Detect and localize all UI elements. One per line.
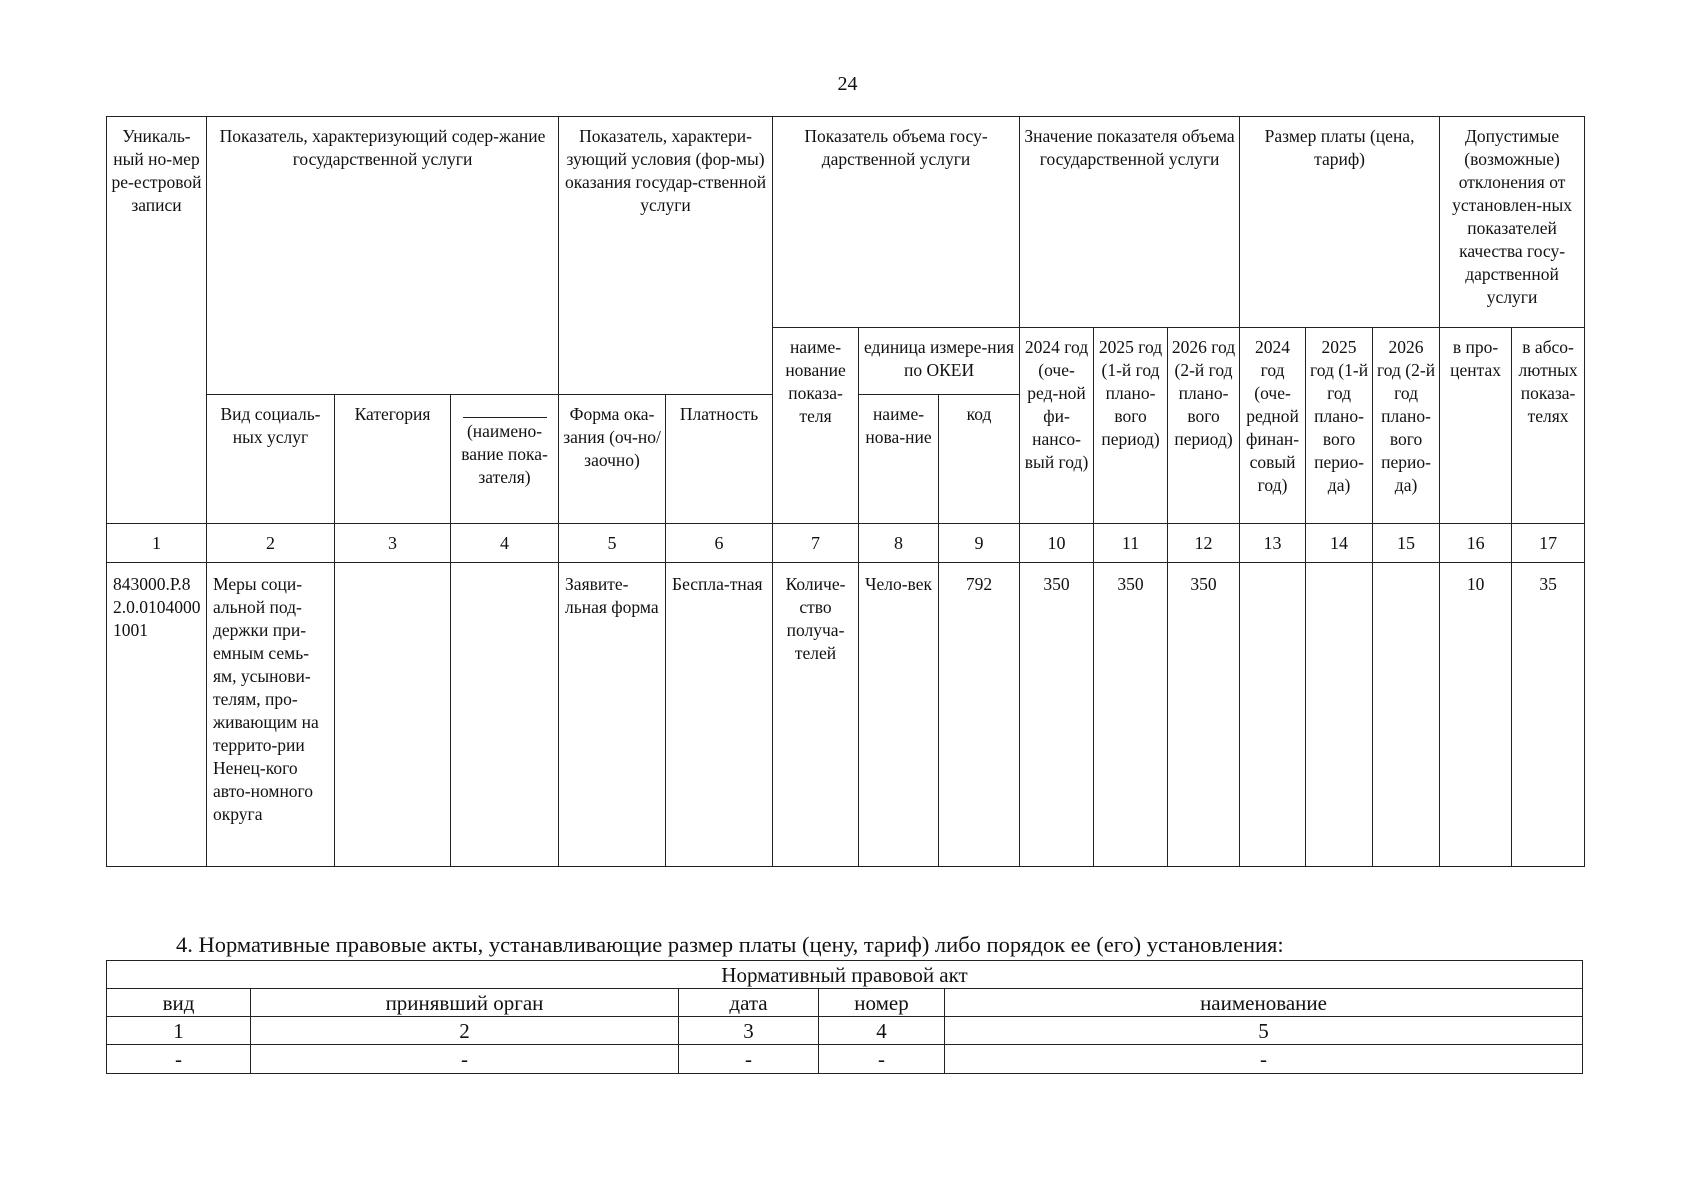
column-number: 9 — [939, 524, 1020, 563]
column-number: 8 — [859, 524, 939, 563]
fee-2026-value — [1373, 563, 1440, 867]
header-okei-code: код — [939, 395, 1020, 524]
table-row — [107, 563, 1585, 867]
header-provision-form: Форма ока-зания (оч-но/заочно) — [559, 395, 666, 524]
header-vol-2026: 2026 год (2-й год плано-вого период) — [1168, 328, 1240, 524]
header-deviations: Допустимые (возможные) отклонения от установлен-ных показателей качества госу-дарственной услуги — [1440, 117, 1585, 328]
header-content-indicator: Показатель, характеризующий содер-жание государственной услуги — [207, 117, 559, 395]
column-header-type: вид — [107, 989, 251, 1017]
registry-number: 843000.Р.82.0.01040001001 — [107, 563, 207, 867]
column-number: 16 — [1440, 524, 1512, 563]
column-number: 12 — [1168, 524, 1240, 563]
column-number: 3 — [335, 524, 451, 563]
column-header-name: наименование — [945, 989, 1583, 1017]
column-number: 17 — [1512, 524, 1585, 563]
legal-act-header: Нормативный правовой акт — [107, 961, 1583, 989]
volume-2025-value: 350 — [1094, 563, 1168, 867]
volume-2026-value: 350 — [1168, 563, 1240, 867]
header-fee-2025: 2025 год (1-й год плано-вого перио-да) — [1306, 328, 1373, 524]
column-header-authority: принявший орган — [251, 989, 679, 1017]
header-social-services-type: Вид социаль-ных услуг — [207, 395, 335, 524]
column-number: 15 — [1373, 524, 1440, 563]
blank-line — [463, 417, 547, 418]
header-indicator-placeholder: (наимено-вание пока-зателя) — [461, 421, 548, 487]
header-fee-2024: 2024 год (оче-редной финан-совый год) — [1240, 328, 1306, 524]
section-4-title: 4. Нормативные правовые акты, устанавливающие размер платы (цену, тариф) либо порядок ее (его) установления: — [176, 932, 1284, 957]
indicator-value — [451, 563, 559, 867]
table-row — [107, 1045, 1583, 1074]
column-number: 10 — [1020, 524, 1094, 563]
column-header-date: дата — [679, 989, 819, 1017]
header-category: Категория — [335, 395, 451, 524]
indicator-name-value: Количе-ство получа-телей — [773, 563, 859, 867]
column-number: 13 — [1240, 524, 1306, 563]
volume-2024-value: 350 — [1020, 563, 1094, 867]
header-payment: Платность — [666, 395, 773, 524]
header-conditions-indicator: Показатель, характери-зующий условия (фор-мы) оказания государ-ственной услуги — [559, 117, 773, 395]
column-number: 2 — [251, 1017, 679, 1045]
column-number: 11 — [1094, 524, 1168, 563]
unit-name-value: Чело-век — [859, 563, 939, 867]
column-number: 6 — [666, 524, 773, 563]
column-number: 3 — [679, 1017, 819, 1045]
service-type: Меры соци-альной под-держки при-емным семь-ям, усынови-телям, про-живающим на террито-рии Ненец-кого авто-номного округа — [207, 563, 335, 867]
column-number: 4 — [451, 524, 559, 563]
unit-code-value: 792 — [939, 563, 1020, 867]
deviation-absolute-value: 35 — [1512, 563, 1585, 867]
header-volume-value: Значение показателя объема государственной услуги — [1020, 117, 1240, 328]
column-number: 4 — [819, 1017, 945, 1045]
payment-value: Беспла-тная — [666, 563, 773, 867]
header-vol-2024: 2024 год (оче-ред-ной фи-нансо-вый год) — [1020, 328, 1094, 524]
header-vol-2025: 2025 год (1-й год плано-вого период) — [1094, 328, 1168, 524]
cell-number: - — [819, 1045, 945, 1074]
header-indicator-name: наиме-нование показа-теля — [773, 328, 859, 524]
header-in-absolute: в абсо-лютных показа-телях — [1512, 328, 1585, 524]
header-in-percent: в про-центах — [1440, 328, 1512, 524]
column-number: 14 — [1306, 524, 1373, 563]
page-number: 24 — [837, 73, 858, 95]
deviation-percent-value: 10 — [1440, 563, 1512, 867]
column-number: 1 — [107, 524, 207, 563]
column-header-number: номер — [819, 989, 945, 1017]
category-value — [335, 563, 451, 867]
header-fee-2026: 2026 год (2-й год плано-вого перио-да) — [1373, 328, 1440, 524]
service-volume-table — [106, 116, 1585, 867]
legal-acts-table — [106, 960, 1583, 1074]
column-number: 5 — [559, 524, 666, 563]
cell-name: - — [945, 1045, 1583, 1074]
header-indicator-placeholder-cell — [451, 395, 559, 524]
cell-type: - — [107, 1045, 251, 1074]
provision-form-value: Заявите-льная форма — [559, 563, 666, 867]
column-number: 2 — [207, 524, 335, 563]
column-number: 5 — [945, 1017, 1583, 1045]
header-unique-number: Уникаль-ный но-мер ре-естровой записи — [107, 117, 207, 524]
fee-2024-value — [1240, 563, 1306, 867]
column-number: 7 — [773, 524, 859, 563]
header-volume-indicator: Показатель объема госу-дарственной услуги — [773, 117, 1020, 328]
header-okei-name: наиме-нова-ние — [859, 395, 939, 524]
header-okei-unit: единица измере-ния по ОКЕИ — [859, 328, 1020, 395]
fee-2025-value — [1306, 563, 1373, 867]
cell-authority: - — [251, 1045, 679, 1074]
cell-date: - — [679, 1045, 819, 1074]
header-fee-size: Размер платы (цена, тариф) — [1240, 117, 1440, 328]
column-number: 1 — [107, 1017, 251, 1045]
